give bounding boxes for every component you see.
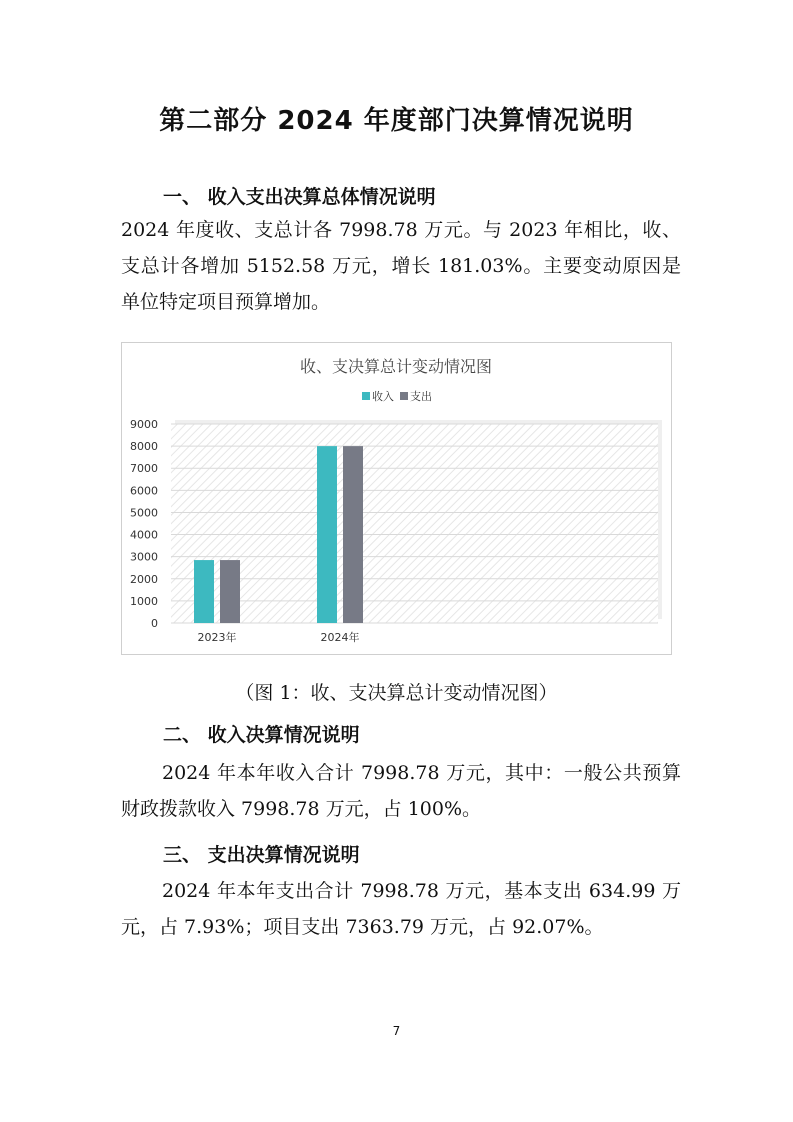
page-title: 第二部分 2024 年度部门决算情况说明	[159, 106, 634, 136]
legend-label: 支出	[410, 390, 432, 403]
y-tick-label: 0	[151, 617, 158, 630]
x-tick-label: 2023年	[197, 631, 237, 644]
overview-text: 2024 年度收、支总计各 7998.78 万元。与 2023 年相比，收、支总计各增加 5152.58 万元，增长 181.03%。主要变动原因是单位特定项目预算增加。	[121, 219, 681, 313]
legend-swatch	[400, 392, 408, 400]
income-text: 2024 年本年收入合计 7998.78 万元，其中：一般公共预算财政拨款收入 7998.78 万元，占 100%。	[121, 762, 681, 820]
section-paragraph-overview	[121, 212, 681, 320]
y-tick-label: 4000	[130, 528, 158, 542]
expense-text: 2024 年本年支出合计 7998.78 万元，基本支出 634.99 万元，占 7.93%；项目支出 7363.79 万元，占 92.07%。	[121, 880, 681, 938]
chart-title: 收、支决算总计变动情况图	[299, 357, 493, 376]
bar-支出-2023年	[220, 560, 240, 623]
section-heading-expense: 三、 支出决算情况说明	[163, 844, 360, 866]
legend-swatch	[362, 392, 370, 400]
bar-收入-2024年	[317, 446, 337, 623]
y-tick-label: 9000	[130, 418, 158, 431]
section-heading-income: 二、 收入决算情况说明	[163, 724, 360, 746]
y-tick-label: 8000	[130, 440, 158, 454]
y-tick-label: 2000	[130, 572, 158, 586]
y-tick-label: 7000	[130, 462, 158, 476]
plot-background	[171, 424, 658, 623]
chart-container	[121, 342, 672, 655]
x-tick-label: 2024年	[320, 631, 360, 644]
y-tick-label: 5000	[130, 506, 158, 520]
chart-legend	[362, 389, 432, 403]
section-heading-income-expense-overview: 一、 收入支出决算总体情况说明	[163, 186, 436, 208]
section-paragraph-expense	[121, 873, 681, 945]
y-tick-label: 3000	[130, 550, 158, 564]
y-tick-label: 1000	[130, 594, 158, 608]
bar-支出-2024年	[343, 446, 363, 623]
chart-plot-area	[130, 418, 662, 644]
legend-label: 收入	[372, 390, 394, 403]
page-number: 7	[392, 1024, 401, 1038]
bar-收入-2023年	[194, 560, 214, 623]
section-paragraph-income	[121, 755, 681, 827]
bar-chart	[122, 343, 671, 654]
y-tick-label: 6000	[130, 484, 158, 498]
figure-caption: （图 1：收、支决算总计变动情况图）	[235, 682, 558, 704]
